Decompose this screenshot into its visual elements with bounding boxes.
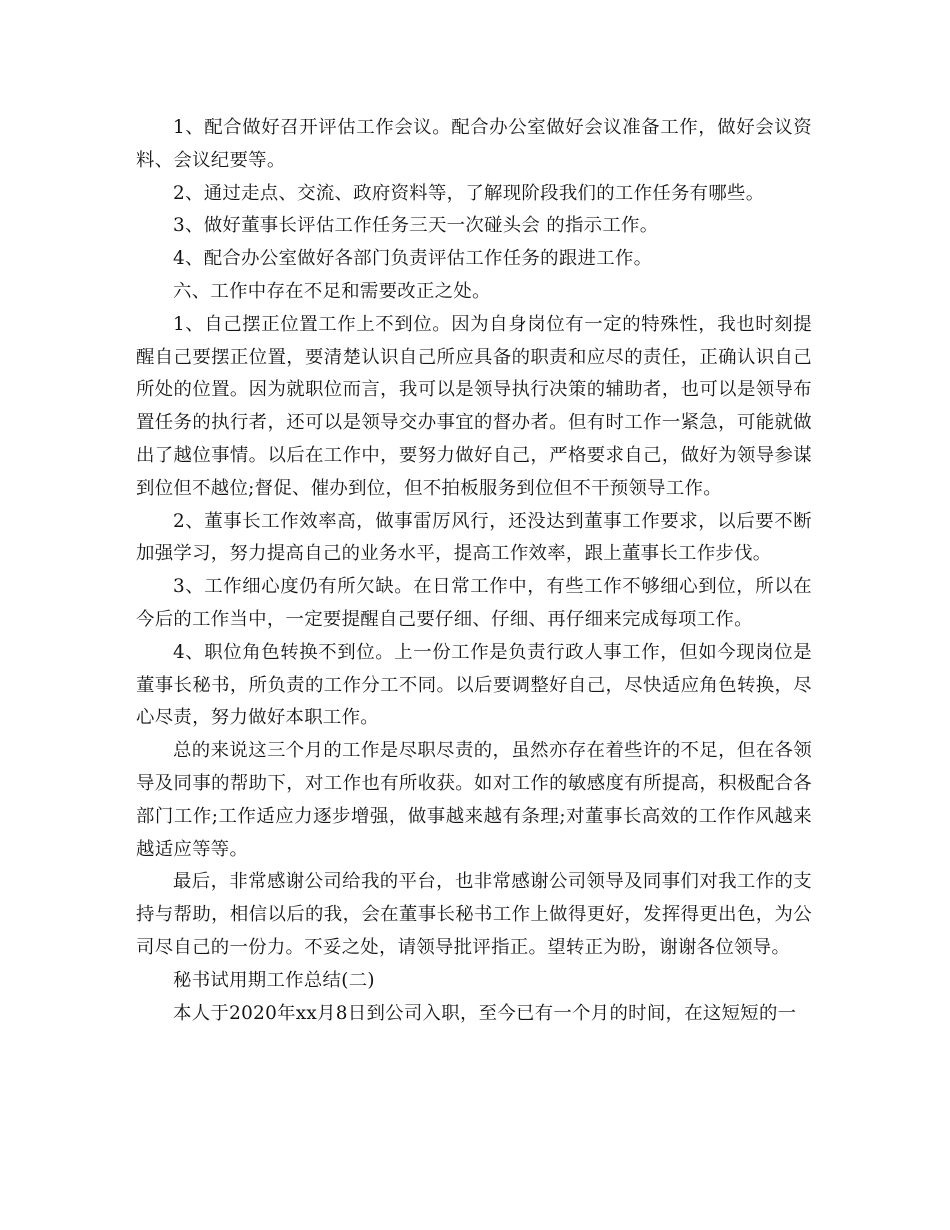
paragraph: 总的来说这三个月的工作是尽职尽责的，虽然亦存在着些许的不足，但在各领导及同事的帮助下，对工作也有所收获。如对工作的敏感度有所提高，积极配合各部门工作;工作适应力逐步增强，做事越来越有条理;对董事长高效的工作作风越来越适应等等。: [136, 740, 812, 860]
paragraph: 1、自己摆正位置工作上不到位。因为自身岗位有一定的特殊性，我也时刻提醒自己要摆正位置，要清楚认识自己所应具备的职责和应尽的责任，正确认识自己所处的位置。因为就职位而言，我可以是领导执行决策的辅助者，也可以是领导布置任务的执行者，还可以是领导交办事宜的督办者。但有时工作一紧急，可能就做出了越位事情。以后在工作中，要努力做好自己，严格要求自己，做好为领导参谋到位但不越位;督促、催办到位，但不拍板服务到位但不干预领导工作。: [136, 313, 812, 499]
paragraph: 4、配合办公室做好各部门负责评估工作任务的跟进工作。: [173, 248, 653, 270]
paragraph: 3、做好董事长评估工作任务三天一次碰头会 的指示工作。: [173, 215, 659, 237]
paragraph: 1、配合做好召开评估工作会议。配合办公室做好会议准备工作，做好会议资料、会议纪要等。: [136, 117, 812, 171]
paragraph: 最后，非常感谢公司给我的平台，也非常感谢公司领导及同事们对我工作的支持与帮助，相信以后的我，会在董事长秘书工作上做得更好，发挥得更出色，为公司尽自己的一份力。不妥之处，请领导批评指正。望转正为盼，谢谢各位领导。: [136, 871, 812, 958]
paragraph: 2、董事长工作效率高，做事雷厉风行，还没达到董事工作要求，以后要不断加强学习，努力提高自己的业务水平，提高工作效率，跟上董事长工作步伐。: [136, 510, 812, 565]
section-heading: 六、工作中存在不足和需要改正之处。: [173, 280, 491, 302]
paragraph: 4、职位角色转换不到位。上一份工作是负责行政人事工作，但如今现岗位是董事长秘书，所负责的工作分工不同。以后要调整好自己，尽快适应角色转换，尽心尽责，努力做好本职工作。: [136, 641, 812, 729]
document-body: [136, 112, 812, 1030]
paragraph: 3、工作细心度仍有所欠缺。在日常工作中，有些工作不够细心到位，所以在今后的工作当中，一定要提醒自己要仔细、仔细、再仔细来完成每项工作。: [136, 576, 812, 630]
paragraph: 2、通过走点、交流、政府资料等，了解现阶段我们的工作任务有哪些。: [173, 182, 765, 204]
paragraph: 本人于2020年xx月8日到公司入职，至今已有一个月的时间，在这短短的一: [173, 1002, 797, 1024]
document-subtitle: 秘书试用期工作总结(二): [173, 969, 375, 991]
